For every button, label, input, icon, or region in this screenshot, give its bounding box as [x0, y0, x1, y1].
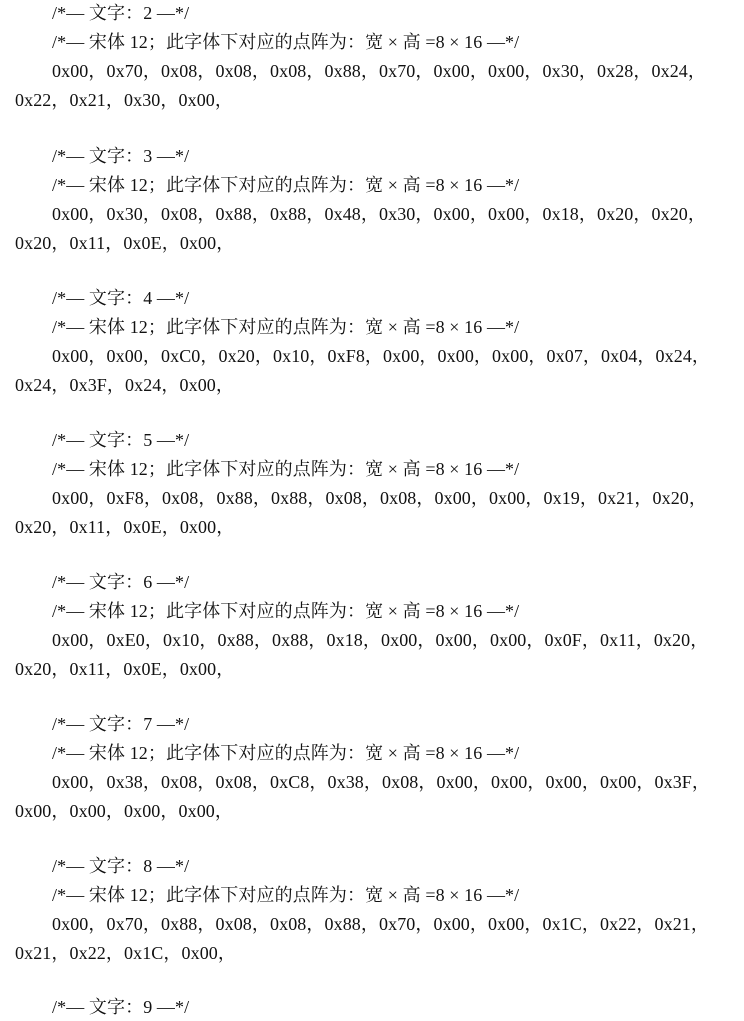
data-line-2b: 0x22，0x21，0x30，0x00， [15, 90, 233, 110]
font-comment-8: /*— 宋体 12；此字体下对应的点阵为：宽 × 高 =8 × 16 —*/ [52, 885, 520, 905]
char-comment-3: /*— 文字：3 —*/ [52, 146, 190, 166]
data-line-7b: 0x00，0x00，0x00，0x00， [15, 801, 233, 821]
data-line-4a: 0x00，0x00，0xC0，0x20，0x10，0xF8，0x00，0x00，0x00，0x07，0x04，0x24， [52, 346, 711, 366]
font-comment-2: /*— 宋体 12；此字体下对应的点阵为：宽 × 高 =8 × 16 —*/ [52, 32, 520, 52]
char-comment-7: /*— 文字：7 —*/ [52, 714, 190, 734]
data-line-3b: 0x20，0x11，0x0E，0x00， [15, 233, 235, 253]
data-line-8a: 0x00，0x70，0x88，0x08，0x08，0x88，0x70，0x00，0x00，0x1C，0x22，0x21， [52, 914, 710, 934]
data-line-8b: 0x21，0x22，0x1C，0x00， [15, 943, 237, 963]
data-line-6b: 0x20，0x11，0x0E，0x00， [15, 659, 235, 679]
data-line-7a: 0x00，0x38，0x08，0x08，0xC8，0x38，0x08，0x00，0x00，0x00，0x00，0x3F， [52, 772, 711, 792]
data-line-6a: 0x00，0xE0，0x10，0x88，0x88，0x18，0x00，0x00，0x00，0x0F，0x11，0x20， [52, 630, 709, 650]
data-line-2a: 0x00，0x70，0x08，0x08，0x08，0x88，0x70，0x00，0x00，0x30，0x28，0x24， [52, 61, 706, 81]
char-comment-8: /*— 文字：8 —*/ [52, 856, 190, 876]
font-comment-3: /*— 宋体 12；此字体下对应的点阵为：宽 × 高 =8 × 16 —*/ [52, 175, 520, 195]
font-comment-7: /*— 宋体 12；此字体下对应的点阵为：宽 × 高 =8 × 16 —*/ [52, 743, 520, 763]
char-comment-5: /*— 文字：5 —*/ [52, 430, 190, 450]
data-line-4b: 0x24，0x3F，0x24，0x00， [15, 375, 235, 395]
font-comment-6: /*— 宋体 12；此字体下对应的点阵为：宽 × 高 =8 × 16 —*/ [52, 601, 520, 621]
char-comment-9: /*— 文字：9 —*/ [52, 997, 190, 1017]
data-line-5b: 0x20，0x11，0x0E，0x00， [15, 517, 235, 537]
char-comment-6: /*— 文字：6 —*/ [52, 572, 190, 592]
font-comment-4: /*— 宋体 12；此字体下对应的点阵为：宽 × 高 =8 × 16 —*/ [52, 317, 520, 337]
font-comment-5: /*— 宋体 12；此字体下对应的点阵为：宽 × 高 =8 × 16 —*/ [52, 459, 520, 479]
data-line-3a: 0x00，0x30，0x08，0x88，0x88，0x48，0x30，0x00，0x00，0x18，0x20，0x20， [52, 204, 706, 224]
char-comment-2: /*— 文字：2 —*/ [52, 3, 190, 23]
char-comment-4: /*— 文字：4 —*/ [52, 288, 190, 308]
data-line-5a: 0x00，0xF8，0x08，0x88，0x88，0x08，0x08，0x00，0x00，0x19，0x21，0x20， [52, 488, 708, 508]
